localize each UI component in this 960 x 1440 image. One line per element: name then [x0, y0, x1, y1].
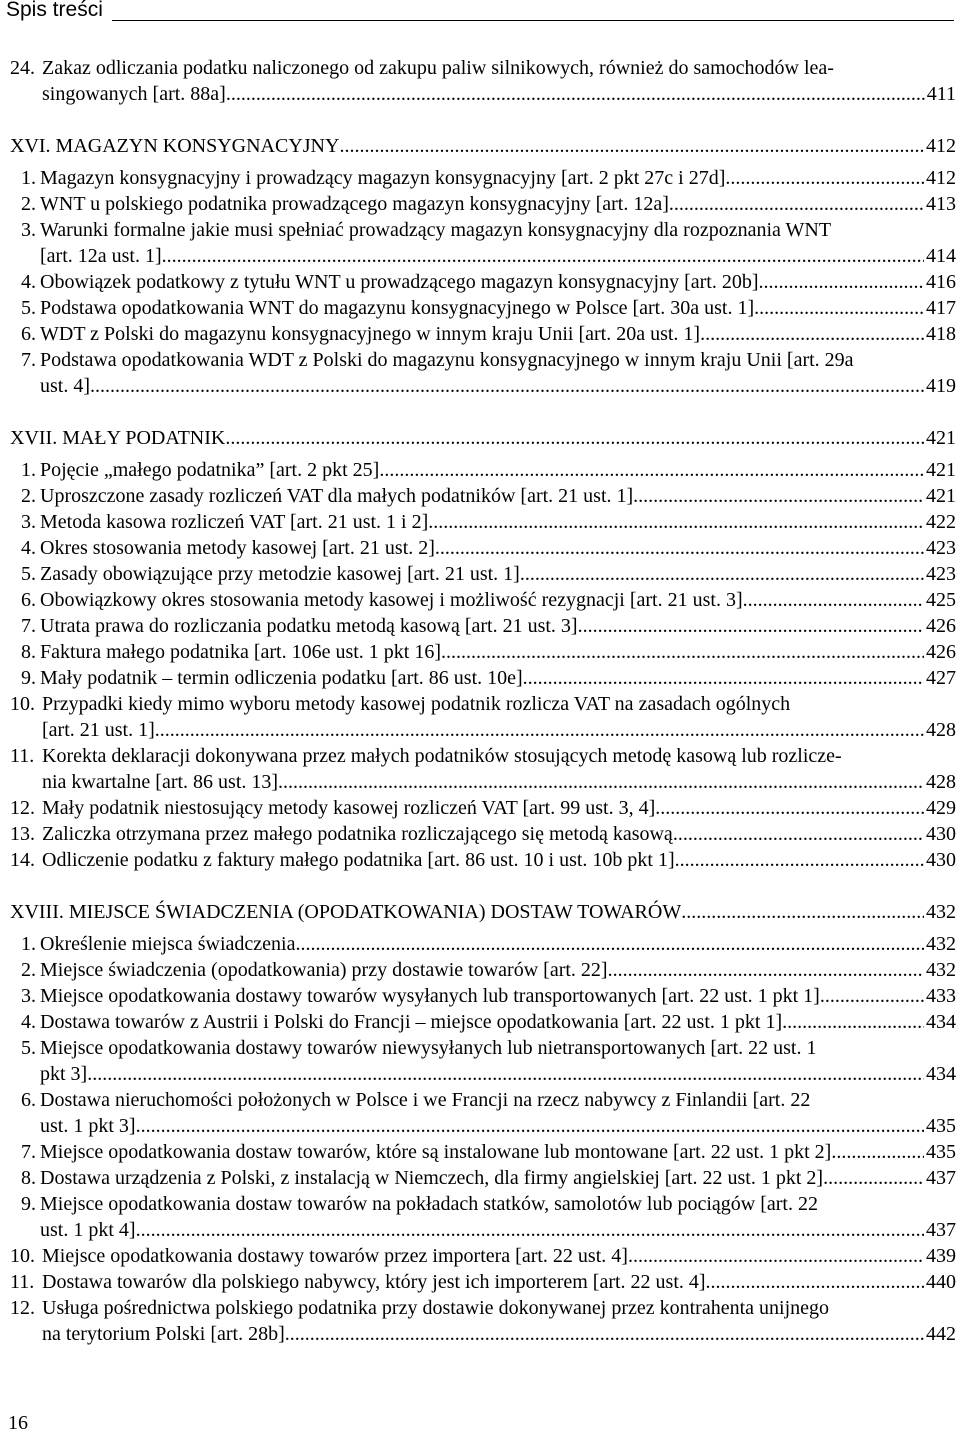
toc-entry-title: ust. 4] [40, 375, 90, 397]
dot-leader [435, 535, 924, 561]
toc-entry-title: Przypadki kiedy mimo wyboru metody kasowej podatnik rozlicza VAT na zasadach ogólnych [42, 693, 791, 715]
toc-entry-number: 3. [21, 219, 36, 241]
toc-page-number: 426 [926, 615, 956, 637]
toc-entry-number: 3. [21, 511, 36, 533]
dot-leader [743, 587, 924, 613]
toc-entry[interactable] [10, 191, 956, 217]
toc-page-number: 429 [926, 797, 956, 819]
dot-leader [339, 133, 924, 159]
toc-entry-number: 4. [21, 537, 36, 559]
dot-leader [87, 1061, 924, 1087]
toc-entry-number: 24. [10, 57, 35, 79]
toc-entry-number: 8. [21, 641, 36, 663]
dot-leader [831, 1139, 924, 1165]
dot-leader [759, 269, 925, 295]
toc-entry[interactable] [10, 1269, 956, 1295]
toc-page-number: 437 [926, 1219, 956, 1241]
toc-entry-number: 13. [10, 823, 35, 845]
toc-page-number: 423 [926, 537, 956, 559]
page-title: Spis treści [6, 0, 103, 21]
toc-entry-title: WNT u polskiego podatnika prowadzącego magazyn konsygnacyjny [art. 12a] [40, 193, 669, 215]
toc-entry-title: Warunki formalne jakie musi spełniać prowadzący magazyn konsygnacyjny dla rozpoznania WNT [40, 219, 832, 241]
dot-leader [700, 321, 924, 347]
toc-page-number: 437 [926, 1167, 956, 1189]
toc-entry-number: 9. [21, 1193, 36, 1215]
toc-entry-title: Zakaz odliczania podatku naliczonego od zakupu paliw silnikowych, również do samochodów lea- [42, 57, 834, 79]
toc-chapter-title: XVI. MAGAZYN KONSYGNACYJNY [10, 135, 340, 157]
toc-entry[interactable] [10, 587, 956, 613]
toc-entry-number: 7. [21, 1141, 36, 1163]
toc-page-number: 432 [926, 933, 956, 955]
toc-page-number: 427 [926, 667, 956, 689]
toc-entry-title: [art. 21 ust. 1] [42, 719, 155, 741]
toc-page-number: 411 [926, 83, 956, 105]
toc-entry-number: 2. [21, 193, 36, 215]
toc-entry-title: Obowiązek podatkowy z tytułu WNT u prowadzącego magazyn konsygnacyjny [art. 20b] [40, 271, 759, 293]
toc-page-number: 416 [926, 271, 956, 293]
toc-entry-number: 14. [10, 849, 35, 871]
dot-leader [136, 1113, 924, 1139]
dot-leader [441, 639, 924, 665]
dot-leader [754, 295, 924, 321]
toc-entry-title: Mały podatnik – termin odliczenia podatku [art. 86 ust. 10e] [40, 667, 523, 689]
dot-leader [675, 847, 924, 873]
toc-entry[interactable] [10, 269, 956, 295]
toc-entry-number: 6. [21, 323, 36, 345]
toc-entry[interactable] [10, 665, 956, 691]
toc-entry[interactable] [10, 847, 956, 873]
dot-leader [226, 81, 925, 107]
toc-entry-title: Miejsce opodatkowania dostaw towarów na pokładach statków, samolotów lub pociągów [art. 22 [40, 1193, 818, 1215]
toc-entry[interactable] [10, 217, 956, 269]
toc-page-number: 435 [926, 1141, 956, 1163]
dot-leader [823, 1165, 924, 1191]
toc-entry-title: Uproszczone zasady rozliczeń VAT dla małych podatników [art. 21 ust. 1] [40, 485, 634, 507]
toc-entry[interactable] [10, 457, 956, 483]
toc-page-number: 434 [926, 1011, 956, 1033]
toc-entry-title: pkt 3] [40, 1063, 88, 1085]
dot-leader [225, 425, 924, 451]
toc-entry[interactable] [10, 613, 956, 639]
dot-leader [673, 821, 924, 847]
toc-entry-number: 11. [10, 1271, 35, 1293]
dot-leader [295, 931, 924, 957]
toc-entry-title: Dostawa urządzenia z Polski, z instalacją w Niemczech, dla firmy angielskiej [art. 22 ust. 1 pkt 2] [40, 1167, 824, 1189]
toc-entry-title: Miejsce świadczenia (opodatkowania) przy dostawie towarów [art. 22] [40, 959, 608, 981]
toc-entry-number: 6. [21, 1089, 36, 1111]
toc-entry[interactable] [10, 1295, 956, 1347]
toc-entry-title: Okres stosowania metody kasowej [art. 21 ust. 2] [40, 537, 435, 559]
toc-page-number: 425 [926, 589, 956, 611]
toc-entry-number: 7. [21, 349, 36, 371]
toc-page-number: 417 [926, 297, 956, 319]
toc-entry-number: 5. [21, 297, 36, 319]
toc-entry[interactable] [10, 795, 956, 821]
dot-leader [782, 1009, 924, 1035]
toc-page-number: 428 [926, 771, 956, 793]
dot-leader [523, 665, 924, 691]
toc-entry-number: 12. [10, 1297, 35, 1319]
toc-page-number: 414 [926, 245, 956, 267]
toc-entry-title: Mały podatnik niestosujący metody kasowej rozliczeń VAT [art. 99 ust. 3, 4] [42, 797, 656, 819]
toc-entry-title: Faktura małego podatnika [art. 106e ust. 1 pkt 16] [40, 641, 442, 663]
toc-entry-title: Podstawa opodatkowania WNT do magazynu konsygnacyjnego w Polsce [art. 30a ust. 1] [40, 297, 755, 319]
toc-page-number: 432 [926, 901, 956, 923]
toc-page-number: 422 [926, 511, 956, 533]
toc-entry-title: Miejsce opodatkowania dostawy towarów przez importera [art. 22 ust. 4] [42, 1245, 628, 1267]
toc-entry[interactable] [10, 983, 956, 1009]
toc-page-number: 421 [926, 459, 956, 481]
toc-entry[interactable] [10, 743, 956, 795]
table-of-contents [10, 55, 956, 1347]
toc-entry-number: 3. [21, 985, 36, 1007]
toc-entry-title: Dostawa nieruchomości położonych w Polsce i we Francji na rzecz nabywcy z Finlandii [art. 22 [40, 1089, 811, 1111]
dot-leader [278, 769, 924, 795]
toc-chapter-title: XVIII. MIEJSCE ŚWIADCZENIA (OPODATKOWANIA) DOSTAW TOWARÓW [10, 901, 682, 923]
toc-entry-title: Metoda kasowa rozliczeń VAT [art. 21 ust. 1 i 2] [40, 511, 429, 533]
toc-entry-number: 2. [21, 959, 36, 981]
dot-leader [820, 983, 924, 1009]
page-number: 16 [8, 1412, 28, 1434]
toc-entry[interactable] [10, 321, 956, 347]
toc-entry[interactable] [10, 483, 956, 509]
toc-entry[interactable] [10, 1009, 956, 1035]
section-gap [10, 399, 956, 425]
toc-page-number: 428 [926, 719, 956, 741]
toc-entry-title: Pojęcie „małego podatnika” [art. 2 pkt 25] [40, 459, 380, 481]
toc-page-number: 430 [926, 823, 956, 845]
toc-entry-title: [art. 12a ust. 1] [40, 245, 162, 267]
dot-leader [706, 1269, 924, 1295]
toc-entry[interactable] [10, 931, 956, 957]
toc-chapter[interactable] [10, 899, 956, 925]
toc-entry-number: 5. [21, 563, 36, 585]
toc-entry-title: Dostawa towarów dla polskiego nabywcy, który jest ich importerem [art. 22 ust. 4] [42, 1271, 706, 1293]
toc-entry-title: Podstawa opodatkowania WDT z Polski do magazynu konsygnacyjnego w innym kraju Unii [art. 29a [40, 349, 854, 371]
toc-entry-title: Miejsce opodatkowania dostawy towarów niewysyłanych lub nietransportowanych [art. 22 ust. 1 [40, 1037, 817, 1059]
toc-entry[interactable] [10, 1035, 956, 1087]
toc-page-number: 418 [926, 323, 956, 345]
toc-entry-title: Zasady obowiązujące przy metodzie kasowej [art. 21 ust. 1] [40, 563, 520, 585]
dot-leader [520, 561, 924, 587]
toc-entry-title: Usługa pośrednictwa polskiego podatnika przy dostawie dokonywanej przez kontrahenta unijnego [42, 1297, 830, 1319]
toc-entry-number: 1. [21, 167, 36, 189]
dot-leader [578, 613, 924, 639]
toc-entry[interactable] [10, 1243, 956, 1269]
toc-entry-title: Zaliczka otrzymana przez małego podatnika rozliczającego się metodą kasową [42, 823, 673, 845]
toc-entry-number: 10. [10, 1245, 35, 1267]
toc-entry-number: 4. [21, 271, 36, 293]
dot-leader [428, 509, 924, 535]
toc-entry-number: 5. [21, 1037, 36, 1059]
toc-entry[interactable] [10, 561, 956, 587]
toc-entry[interactable] [10, 1087, 956, 1139]
toc-page-number: 412 [926, 167, 956, 189]
toc-page-number: 430 [926, 849, 956, 871]
dot-leader [379, 457, 924, 483]
toc-entry[interactable] [10, 535, 956, 561]
dot-leader [162, 243, 924, 269]
toc-page-number: 423 [926, 563, 956, 585]
toc-entry-title: Magazyn konsygnacyjny i prowadzący magazyn konsygnacyjny [art. 2 pkt 27c i 27d] [40, 167, 726, 189]
toc-page-number: 435 [926, 1115, 956, 1137]
toc-chapter[interactable] [10, 425, 956, 451]
dot-leader [155, 717, 924, 743]
toc-entry[interactable] [10, 957, 956, 983]
toc-entry-title: na terytorium Polski [art. 28b] [42, 1323, 285, 1345]
toc-page-number: 433 [926, 985, 956, 1007]
toc-entry-title: Obowiązkowy okres stosowania metody kasowej i możliwość rezygnacji [art. 21 ust. 3] [40, 589, 743, 611]
toc-entry[interactable] [10, 691, 956, 743]
dot-leader [669, 191, 924, 217]
dot-leader [285, 1321, 924, 1347]
toc-entry-title: Utrata prawa do rozliczania podatku metodą kasową [art. 21 ust. 3] [40, 615, 578, 637]
toc-entry[interactable] [10, 821, 956, 847]
toc-entry[interactable] [10, 639, 956, 665]
header-rule [112, 20, 954, 21]
toc-entry-number: 2. [21, 485, 36, 507]
toc-entry[interactable] [10, 55, 956, 107]
dot-leader [681, 899, 924, 925]
toc-entry[interactable] [10, 1165, 956, 1191]
toc-entry-number: 1. [21, 933, 36, 955]
toc-chapter-title: XVII. MAŁY PODATNIK [10, 427, 226, 449]
dot-leader [655, 795, 924, 821]
section-gap [10, 873, 956, 899]
toc-entry-title: nia kwartalne [art. 86 ust. 13] [42, 771, 279, 793]
toc-entry-number: 10. [10, 693, 35, 715]
toc-entry-title: ust. 1 pkt 4] [40, 1219, 136, 1241]
toc-page-number: 412 [926, 135, 956, 157]
toc-entry-title: Określenie miejsca świadczenia [40, 933, 296, 955]
dot-leader [608, 957, 924, 983]
toc-entry-number: 6. [21, 589, 36, 611]
toc-entry-number: 1. [21, 459, 36, 481]
toc-page-number: 439 [926, 1245, 956, 1267]
toc-entry-number: 7. [21, 615, 36, 637]
toc-entry-title: Miejsce opodatkowania dostawy towarów wysyłanych lub transportowanych [art. 22 ust. 1 pkt 1] [40, 985, 820, 1007]
toc-entry-title: ust. 1 pkt 3] [40, 1115, 136, 1137]
toc-entry-title: Korekta deklaracji dokonywana przez małych podatników stosujących metodę kasową lub rozlicze- [42, 745, 842, 767]
toc-entry[interactable] [10, 295, 956, 321]
toc-entry-number: 4. [21, 1011, 36, 1033]
toc-entry-number: 12. [10, 797, 35, 819]
toc-entry[interactable] [10, 1139, 956, 1165]
dot-leader [90, 373, 924, 399]
dot-leader [136, 1217, 924, 1243]
toc-page-number: 419 [926, 375, 956, 397]
section-gap [10, 107, 956, 133]
dot-leader [725, 165, 924, 191]
toc-entry[interactable] [10, 509, 956, 535]
toc-chapter[interactable] [10, 133, 956, 159]
toc-entry-title: WDT z Polski do magazynu konsygnacyjnego w innym kraju Unii [art. 20a ust. 1] [40, 323, 701, 345]
toc-page-number: 440 [926, 1271, 956, 1293]
toc-page-number: 432 [926, 959, 956, 981]
toc-entry-title: Miejsce opodatkowania dostaw towarów, które są instalowane lub montowane [art. 22 ust. 1 pkt 2] [40, 1141, 832, 1163]
toc-entry-number: 11. [10, 745, 35, 767]
toc-entry[interactable] [10, 1191, 956, 1243]
dot-leader [628, 1243, 924, 1269]
toc-entry-title: singowanych [art. 88a] [42, 83, 226, 105]
toc-page-number: 421 [926, 485, 956, 507]
toc-entry-title: Odliczenie podatku z faktury małego podatnika [art. 86 ust. 10 i ust. 10b pkt 1] [42, 849, 675, 871]
toc-entry[interactable] [10, 165, 956, 191]
toc-page-number: 442 [926, 1323, 956, 1345]
toc-page-number: 421 [926, 427, 956, 449]
toc-page-number: 413 [926, 193, 956, 215]
toc-entry-number: 9. [21, 667, 36, 689]
toc-entry-title: Dostawa towarów z Austrii i Polski do Francji – miejsce opodatkowania [art. 22 ust. 1 pkt 1] [40, 1011, 783, 1033]
toc-page-number: 426 [926, 641, 956, 663]
dot-leader [633, 483, 924, 509]
toc-page-number: 434 [926, 1063, 956, 1085]
toc-entry-number: 8. [21, 1167, 36, 1189]
toc-entry[interactable] [10, 347, 956, 399]
